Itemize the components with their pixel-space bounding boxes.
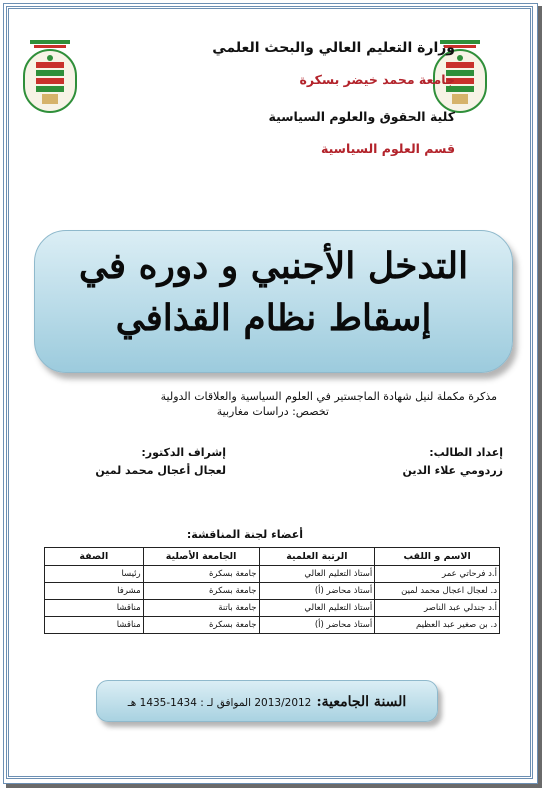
- academic-year-value: 2013/2012 الموافق لـ : 1434-1435 هـ: [127, 697, 312, 709]
- supervisor-name: لعجال أعجال محمد لمين: [95, 464, 226, 477]
- thesis-title-line-1: التدخل الأجنبي و دوره في: [78, 245, 469, 287]
- header-role: الصفة: [45, 548, 144, 566]
- member-rank: أستاذ التعليم العالي: [259, 566, 375, 583]
- member-rank: أستاذ محاضر (أ): [259, 617, 375, 634]
- ministry-heading: وزارة التعليم العالي والبحث العلمي: [212, 40, 455, 56]
- thesis-purpose: مذكرة مكملة لنيل شهادة الماجستير في العلوم السياسية والعلاقات الدولية: [160, 390, 497, 403]
- member-rank: أستاذ محاضر (أ): [259, 583, 375, 600]
- header-university: الجامعة الأصلية: [143, 548, 259, 566]
- thesis-specialty: تخصص: دراسات مغاربية: [216, 405, 329, 418]
- frame-shadow-bottom: [6, 784, 542, 788]
- member-name: د. لعجال اعجال محمد لمين: [375, 583, 500, 600]
- thesis-title-box: [34, 230, 513, 373]
- academic-year-label: السنة الجامعية:: [316, 694, 407, 710]
- member-university: جامعة بسكرة: [143, 566, 259, 583]
- member-name: أ.د فرحاتي عمر: [375, 566, 500, 583]
- member-university: جامعة باتنة: [143, 600, 259, 617]
- member-role: مشرفا: [45, 583, 144, 600]
- member-role: مناقشا: [45, 600, 144, 617]
- student-label: إعداد الطالب:: [429, 446, 503, 459]
- university-logo-left-icon: [18, 38, 82, 114]
- member-name: أ.د جندلي عبد الناصر: [375, 600, 500, 617]
- university-heading: جامعة محمد خيضر بسكرة: [299, 72, 455, 87]
- member-rank: أستاذ التعليم العالي: [259, 600, 375, 617]
- supervisor-label: إشراف الدكتور:: [141, 446, 226, 459]
- header-rank: الرتبة العلمية: [259, 548, 375, 566]
- faculty-heading: كلية الحقوق والعلوم السياسية: [268, 109, 455, 124]
- student-name: زردومي علاء الدين: [402, 464, 503, 477]
- table-row: [45, 600, 500, 617]
- academic-year-box: [96, 680, 438, 722]
- committee-title: أعضاء لجنة المناقشة:: [186, 528, 303, 541]
- committee-table: [44, 547, 500, 634]
- committee-header-row: [45, 548, 500, 566]
- header-name: الاسم و اللقب: [375, 548, 500, 566]
- thesis-title-line-2: إسقاط نظام القذافي: [115, 297, 432, 339]
- member-role: مناقشا: [45, 617, 144, 634]
- table-row: [45, 566, 500, 583]
- member-university: جامعة بسكرة: [143, 617, 259, 634]
- frame-shadow-right: [538, 6, 542, 786]
- table-row: [45, 617, 500, 634]
- table-row: [45, 583, 500, 600]
- member-role: رئيسا: [45, 566, 144, 583]
- department-heading: قسم العلوم السياسية: [320, 141, 455, 156]
- member-name: د. بن صغير عبد العظيم: [375, 617, 500, 634]
- member-university: جامعة بسكرة: [143, 583, 259, 600]
